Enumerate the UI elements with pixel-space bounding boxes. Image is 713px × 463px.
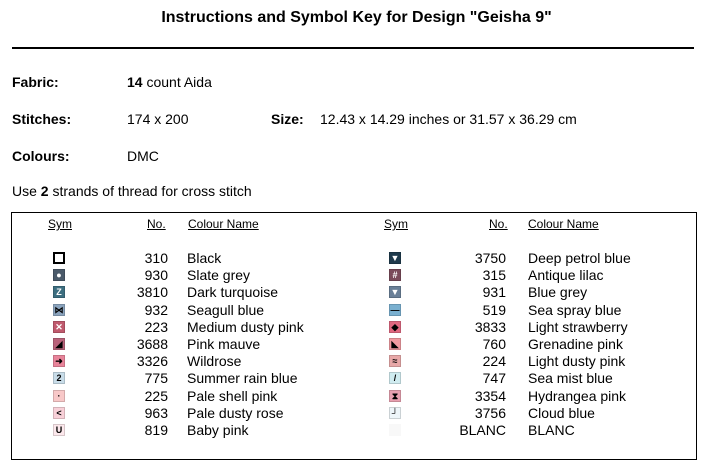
page-title: Instructions and Symbol Key for Design "Geisha 9" (161, 9, 552, 26)
colour-name: Antique lilac (528, 267, 604, 283)
colour-name: Dark turquoise (187, 284, 279, 300)
key-row-right (0, 422, 713, 439)
key-row-right (0, 250, 713, 267)
key-row-right (0, 284, 713, 301)
symbol-triangle-icon: ◢ (53, 338, 65, 350)
colour-number: BLANC (459, 422, 506, 438)
colour-name: Pink mauve (187, 336, 261, 352)
symbol-slash-icon: / (389, 372, 401, 384)
colour-number: 931 (482, 284, 506, 300)
symbol-lt-icon: < (53, 407, 65, 419)
key-row-right (0, 370, 713, 387)
left-header-no: No. (147, 217, 166, 231)
colour-number: 224 (482, 353, 506, 369)
right-header-name: Colour Name (528, 217, 599, 231)
colour-name: Light strawberry (528, 319, 628, 335)
key-row-right (0, 388, 713, 405)
left-header-name: Colour Name (188, 217, 259, 231)
colour-name: Baby pink (187, 422, 249, 438)
colour-name: Wildrose (187, 353, 242, 369)
key-row-right (0, 405, 713, 422)
colour-name: Medium dusty pink (187, 319, 304, 335)
colour-number: 3688 (136, 336, 168, 352)
colour-number: 963 (144, 405, 168, 421)
symbol-down-triangle-icon: ▼ (390, 252, 400, 263)
colour-number: 3833 (474, 319, 506, 335)
colour-name: Sea spray blue (528, 302, 622, 318)
colour-number: 223 (144, 319, 168, 335)
instruction-pre: Use (12, 183, 41, 199)
key-row-right (0, 336, 713, 353)
colour-number: 225 (144, 388, 168, 404)
size-value: 12.43 x 14.29 inches or 31.57 x 36.29 cm (320, 111, 577, 127)
fabric-value (127, 74, 212, 90)
colour-name: Hydrangea pink (528, 388, 627, 404)
colour-number: 3354 (474, 388, 506, 404)
colour-number: 3326 (136, 353, 168, 369)
fabric-rest: count Aida (142, 74, 212, 90)
key-row-right (0, 267, 713, 284)
colour-number: 932 (144, 302, 168, 318)
colour-name: Pale dusty rose (187, 405, 284, 421)
instruction-text (12, 183, 252, 199)
colour-number: 930 (144, 267, 168, 283)
fabric-count: 14 (127, 74, 143, 90)
colour-number: 310 (144, 250, 168, 266)
symbol-wave-icon: ≈ (389, 355, 401, 367)
key-row-right (0, 302, 713, 319)
fabric-label: Fabric: (12, 74, 59, 90)
colour-number: 747 (482, 370, 506, 386)
colour-number: 3750 (474, 250, 506, 266)
colour-number: 3810 (136, 284, 168, 300)
right-header-sym: Sym (384, 217, 408, 231)
size-label: Size: (271, 111, 304, 127)
colour-name: Slate grey (187, 267, 251, 283)
colour-number: 519 (482, 302, 506, 318)
colours-label: Colours: (12, 148, 70, 164)
symbol-diamond-icon: ◆ (389, 321, 401, 333)
instruction-strands: 2 (40, 183, 49, 199)
title-divider (12, 47, 694, 49)
symbol-dash-icon: — (390, 304, 400, 315)
symbol-corner-icon: ┘ (389, 407, 401, 419)
stitches-label: Stitches: (12, 111, 72, 127)
colour-name: Black (187, 250, 222, 266)
symbol-hash-icon: # (389, 269, 401, 281)
colour-name: Cloud blue (528, 405, 595, 421)
colour-number: 760 (482, 336, 506, 352)
symbol-down-triangle-icon: ▼ (390, 286, 400, 297)
symbol-bowtie-icon: ⋈ (54, 304, 64, 315)
symbol-z-icon: Z (53, 286, 65, 298)
colour-number: 3756 (474, 405, 506, 421)
colours-value: DMC (127, 148, 159, 164)
key-row-right (0, 319, 713, 336)
right-header-no: No. (489, 217, 508, 231)
colour-name: Summer rain blue (187, 370, 298, 386)
colour-name: Seagull blue (187, 302, 265, 318)
colour-name: Sea mist blue (528, 370, 613, 386)
stitches-value: 174 x 200 (127, 111, 189, 127)
symbol-corner-triangle-icon: ◣ (389, 338, 401, 350)
colour-name: Grenadine pink (528, 336, 623, 352)
key-row-right (0, 353, 713, 370)
symbol-blank-icon (389, 424, 401, 436)
symbol-x-icon: ✕ (53, 321, 65, 333)
colour-name: BLANC (528, 422, 575, 438)
colour-number: 819 (144, 422, 168, 438)
colour-name: Deep petrol blue (528, 250, 631, 266)
symbol-arrow-icon: ➜ (53, 355, 65, 367)
symbol-u-icon: U (53, 424, 65, 436)
colour-name: Pale shell pink (187, 388, 278, 404)
instruction-post: strands of thread for cross stitch (48, 183, 252, 199)
colour-number: 315 (482, 267, 506, 283)
symbol-dot-icon: · (53, 390, 65, 402)
symbol-hourglass-icon: ⧗ (389, 390, 401, 402)
colour-number: 775 (144, 370, 168, 386)
symbol-circle-icon: ● (53, 269, 65, 281)
symbol-two-icon: 2 (53, 372, 65, 384)
colour-name: Blue grey (528, 284, 588, 300)
colour-name: Light dusty pink (528, 353, 626, 369)
left-header-sym: Sym (48, 217, 72, 231)
